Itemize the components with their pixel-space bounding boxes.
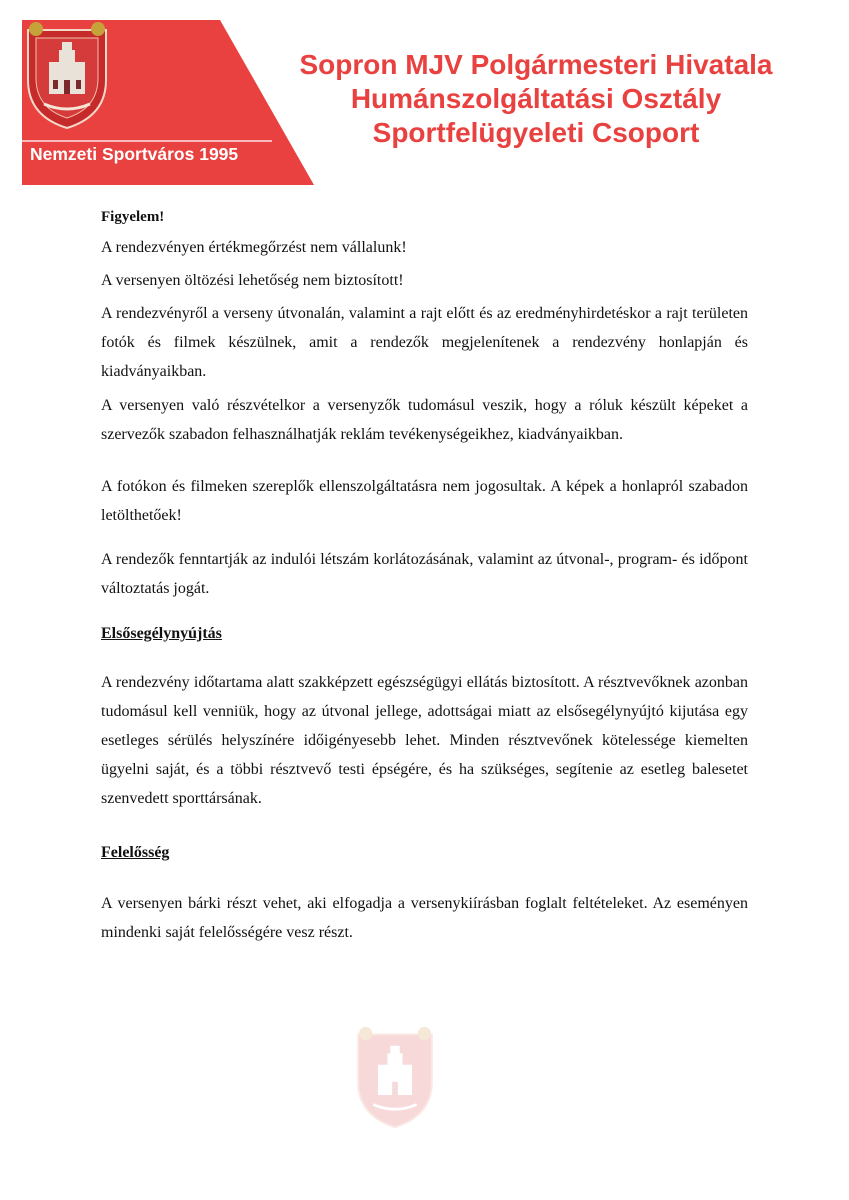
paragraph: A rendezvényről a verseny útvonalán, valamint a rajt előtt és az eredményhirdetéskor a rajt területen fotók és filmek készülnek, amit a rendezők megjelenítenek a rendezvény honlapján és kiadványaikban.: [101, 305, 748, 380]
first-aid-heading: Elsősegélynyújtás: [101, 625, 222, 642]
crest-watermark-icon: [352, 1025, 438, 1131]
paragraph: A versenyen való részvételkor a versenyzők tudomásul veszik, hogy a róluk készült képeket a szervezők szabadon felhasználhatják reklám tevékenységeikhez, kiadványaikban.: [101, 397, 748, 443]
coat-of-arms-icon: [22, 20, 112, 132]
paragraph: A versenyen öltözési lehetőség nem biztosított!: [101, 272, 404, 289]
org-line-3: Sportfelügyeleti Csoport: [372, 117, 700, 148]
paragraph: A rendezők fenntartják az indulói létszám korlátozásának, valamint az útvonal-, program- és időpont változtatás jogát.: [101, 551, 748, 597]
paragraph: A rendezvény időtartama alatt szakképzett egészségügyi ellátás biztosított. A résztvevőknek azonban tudomásul kell venniük, hogy az útvonal jellege, adottságai miatt az elsősegélynyújtó kijutása egy esetleges sérülés helyszínére időigényesebb lehet. Minden résztvevőnek kötelessége kiemelten ügyelni saját, és a többi résztvevő testi épségére, és ha szükséges, segítenie az esetleg balesetet szenvedett sporttársának.: [101, 674, 748, 807]
org-line-1: Sopron MJV Polgármesteri Hivatala: [299, 49, 773, 80]
paragraph: A rendezvényen értékmegőrzést nem vállalunk!: [101, 239, 407, 256]
document-body: [101, 203, 748, 947]
badge-text: Nemzeti Sportváros 1995: [30, 144, 239, 164]
org-title: [256, 48, 816, 150]
liability-heading: Felelősség: [101, 844, 170, 861]
org-line-2: Humánszolgáltatási Osztály: [350, 83, 722, 114]
attention-label: Figyelem!: [101, 209, 165, 225]
paragraph: A versenyen bárki részt vehet, aki elfogadja a versenykiírásban foglalt feltételeket. Az eseményen mindenki saját felelősségére vesz részt.: [101, 895, 748, 941]
paragraph: A fotókon és filmeken szereplők ellenszolgáltatásra nem jogosultak. A képek a honlapról szabadon letölthetőek!: [101, 478, 748, 524]
